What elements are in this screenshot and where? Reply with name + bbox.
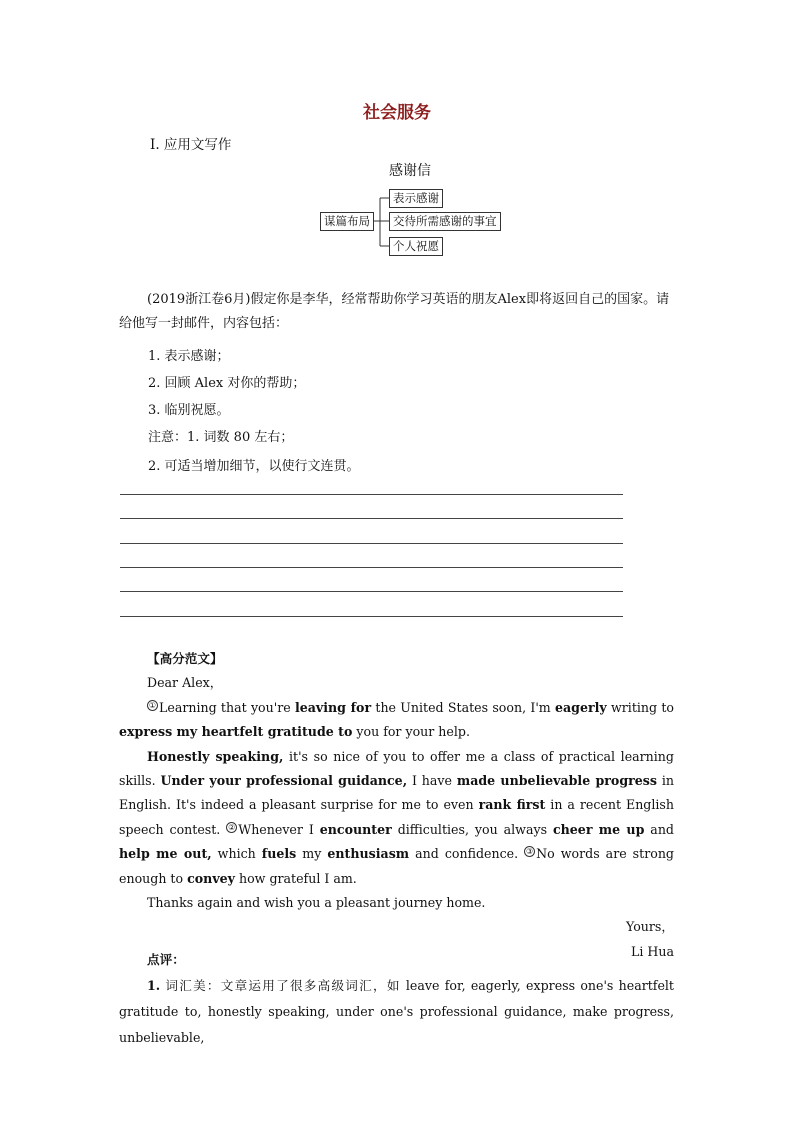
diagram-root-box: 谋篇布局 [320,212,374,231]
diagram-branch-2: 交待所需感谢的事宜 [389,212,501,231]
page-title: 社会服务 [363,103,431,123]
task-item-1: 1. 表示感谢； [148,349,230,364]
sample-letter [119,647,674,964]
answer-line [120,591,623,592]
circle-marker-1: ① [148,700,157,710]
answer-line [120,616,623,617]
answer-line [120,518,623,519]
circle-marker-2: ② [228,822,236,832]
letter-paragraph-2: Honestly speaking, it's so nice of you to offer me a class of practical learning skills. Under your professional guidance, I have made unbelievable progress in English. It's indeed a pleasant surprise for me to even rank first in a recent English speech contest. ② Whenever I encounter difficulties, you always cheer me up and help me out, which fuels my enthusiasm and confidence. ③ No words are strong enough to convey how grateful I am. [119,748,675,886]
answer-line [120,543,623,544]
task-intro: (2019浙江卷6月)假定你是李华，经常帮助你学习英语的朋友Alex即将返回自己的国家。请给他写一封邮件，内容包括： [119,292,670,331]
letter-salutation: Dear Alex， [147,675,223,691]
task-item-3: 3. 临别祝愿。 [148,403,230,418]
letter-paragraph-3: Thanks again and wish you a pleasant journey home. [147,895,486,911]
letter-paragraph-1: ① Learning that you're leaving for the United States soon, I'm eagerly writing to express my heartfelt gratitude to you for your help. [119,699,675,740]
task-item-2: 2. 回顾 Alex 对你的帮助； [148,376,306,391]
answer-line [120,567,623,568]
answer-line [120,494,623,495]
diagram-title: 感谢信 [389,163,431,179]
letter-signature: Li Hua [631,943,674,959]
letter-closing: Yours， [626,919,674,935]
diagram-branch-3: 个人祝愿 [389,237,443,256]
sample-heading: 【高分范文】 [147,651,223,666]
comment-heading: 点评： [147,952,185,967]
task-note-1: 注意：1. 词数 80 左右； [148,430,294,445]
comment-section [119,947,674,1051]
diagram-branch-1: 表示感谢 [389,189,443,208]
comment-point-1: 1. 词汇美：文章运用了很多高级词汇，如 leave for, eagerly, express one's heartfelt gratitude to, honestly speaking, under one's professional guidance, make progress, unbelievable, [119,978,674,1045]
circle-marker-3: ③ [526,847,534,857]
task-note-2: 2. 可适当增加细节，以使行文连贯。 [148,459,360,474]
section-heading: Ⅰ. 应用文写作 [150,137,232,153]
